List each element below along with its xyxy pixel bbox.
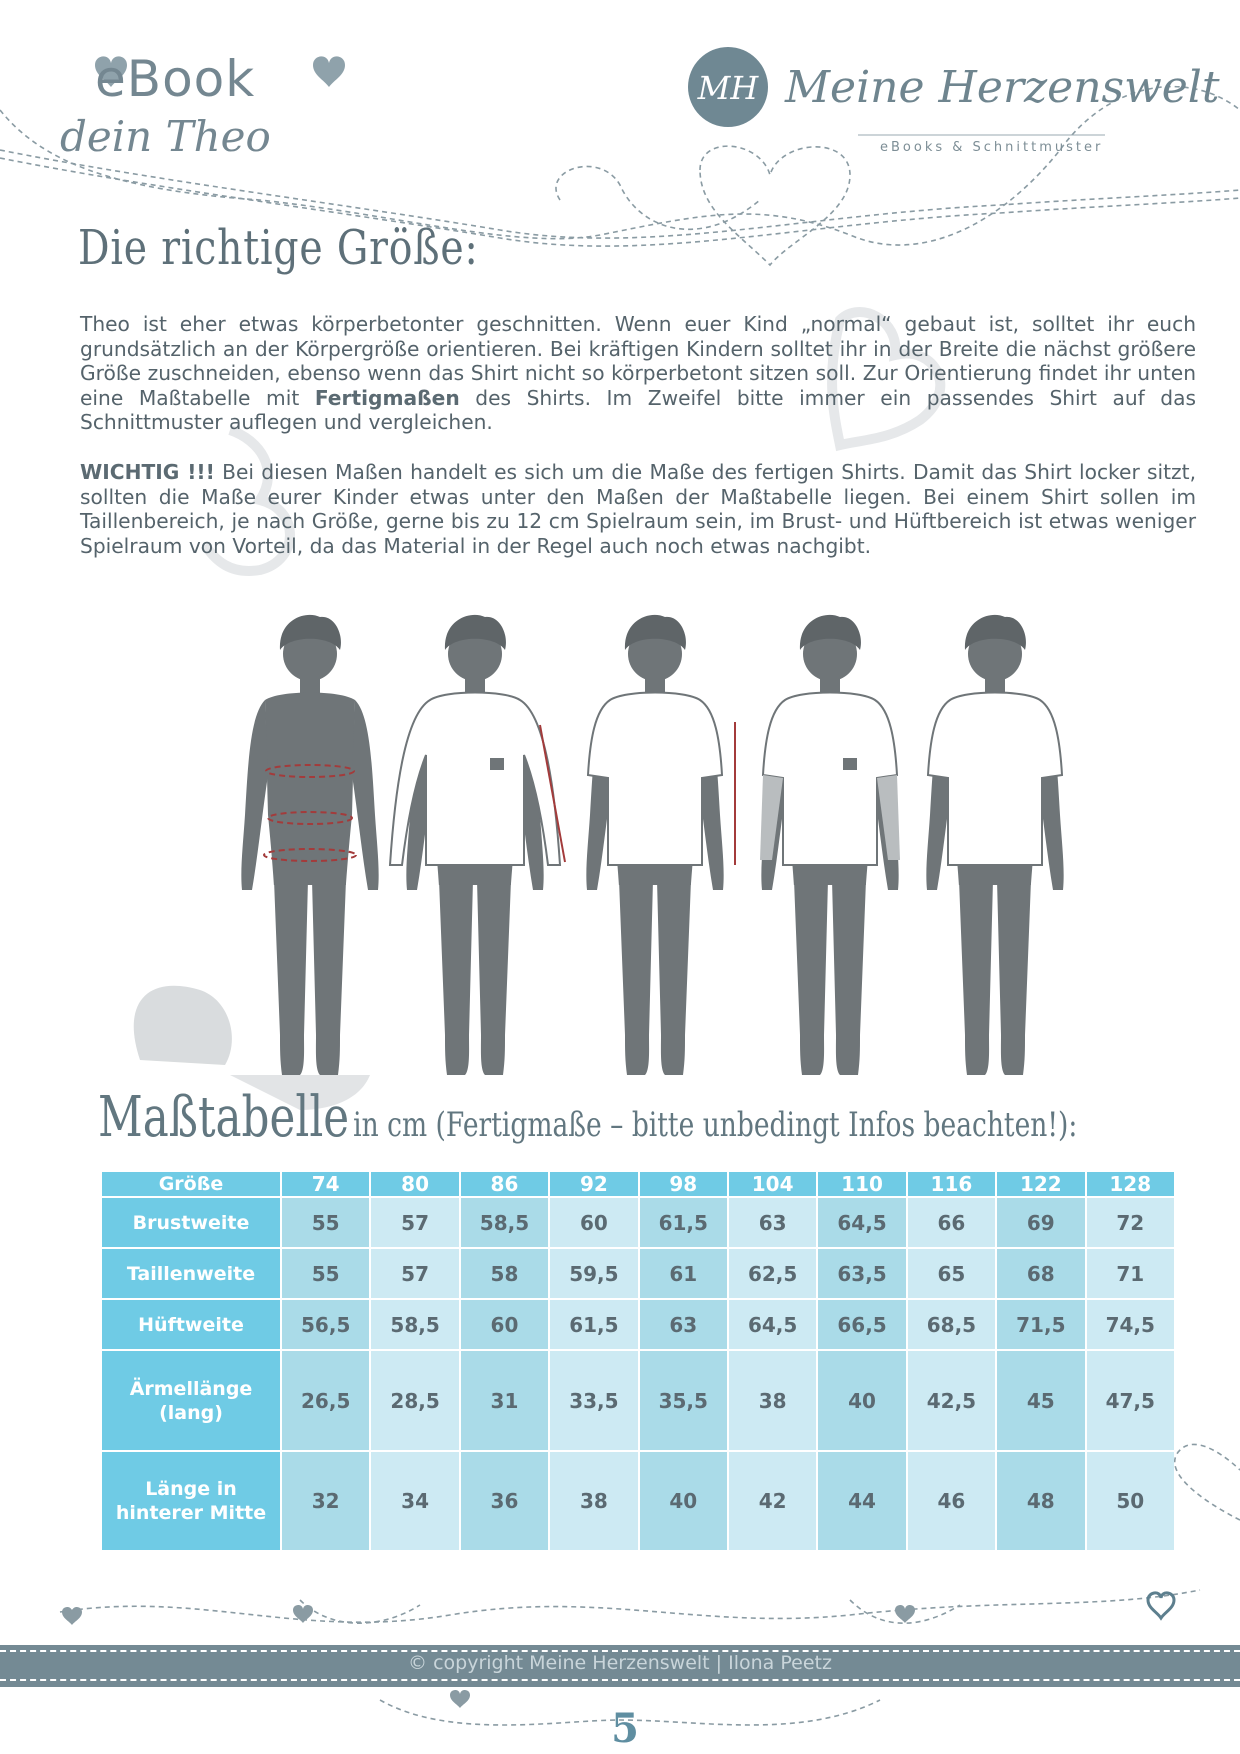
logo-monogram: MH: [697, 69, 759, 107]
table-cell: 63,5: [818, 1249, 905, 1298]
row-label: Hüftweite: [102, 1300, 280, 1349]
size-table-subtitle: in cm (Fertigmaße – bitte unbedingt Infos beachten!):: [353, 1105, 1078, 1145]
table-cell: 58: [461, 1249, 548, 1298]
size-header-cell: 98: [640, 1172, 727, 1196]
figure-basic-tshirt: [926, 615, 1063, 1075]
table-cell: 63: [729, 1198, 816, 1247]
table-cell: 42: [729, 1452, 816, 1550]
brand-name: Meine Herzenswelt: [785, 62, 1220, 113]
table-cell: 44: [818, 1452, 905, 1550]
table-row: [102, 1300, 1174, 1349]
ebook-label: eBook: [95, 50, 256, 108]
table-cell: 57: [371, 1249, 458, 1298]
ebook-subtitle: dein Theo: [60, 112, 271, 161]
intro-text-end: des Shirts. Im Zweifel bitte immer ein passendes Shirt auf das Schnittmuster auflegen und vergleichen.: [80, 385, 1197, 435]
figure-hooded-shirt: [760, 615, 900, 1075]
row-label: Ärmellänge (lang): [102, 1351, 280, 1449]
size-header-cell: 122: [997, 1172, 1084, 1196]
table-cell: 47,5: [1087, 1351, 1174, 1449]
brand-tagline: eBooks & Schnittmuster: [880, 140, 1104, 155]
figure-longsleeve-shirt: [390, 615, 565, 1075]
table-cell: 69: [997, 1198, 1084, 1247]
table-cell: 26,5: [282, 1351, 369, 1449]
footer-stitch-bottom: [0, 1679, 1240, 1681]
table-cell: 40: [640, 1452, 727, 1550]
size-table-title: Maßtabelle: [98, 1085, 350, 1150]
table-cell: 74,5: [1087, 1300, 1174, 1349]
size-header-cell: 104: [729, 1172, 816, 1196]
table-cell: 38: [729, 1351, 816, 1449]
size-header-cell: 86: [461, 1172, 548, 1196]
table-cell: 65: [908, 1249, 995, 1298]
size-header-cell: 128: [1087, 1172, 1174, 1196]
copyright-text: copyright Meine Herzenswelt | Ilona Peetz: [433, 1652, 832, 1674]
size-table: [100, 1170, 1176, 1552]
table-cell: 64,5: [729, 1300, 816, 1349]
table-cell: 58,5: [461, 1198, 548, 1247]
table-cell: 68,5: [908, 1300, 995, 1349]
size-header-cell: 80: [371, 1172, 458, 1196]
table-row: [102, 1351, 1174, 1449]
row-label: Länge in hinterer Mitte: [102, 1452, 280, 1550]
copyright-icon: ©: [408, 1652, 434, 1674]
table-cell: 33,5: [550, 1351, 637, 1449]
page-title: Die richtige Größe:: [78, 220, 479, 276]
table-cell: 61,5: [550, 1300, 637, 1349]
table-cell: 45: [997, 1351, 1084, 1449]
table-cell: 68: [997, 1249, 1084, 1298]
table-cell: 36: [461, 1452, 548, 1550]
table-cell: 62,5: [729, 1249, 816, 1298]
table-cell: 31: [461, 1351, 548, 1449]
table-cell: 48: [997, 1452, 1084, 1550]
table-cell: 57: [371, 1198, 458, 1247]
size-header-cell: 116: [908, 1172, 995, 1196]
row-label: Brustweite: [102, 1198, 280, 1247]
table-row: [102, 1249, 1174, 1298]
table-cell: 66,5: [818, 1300, 905, 1349]
row-label: Taillenweite: [102, 1249, 280, 1298]
table-cell: 60: [550, 1198, 637, 1247]
table-cell: 34: [371, 1452, 458, 1550]
table-cell: 46: [908, 1452, 995, 1550]
table-cell: 60: [461, 1300, 548, 1349]
table-cell: 61,5: [640, 1198, 727, 1247]
table-cell: 66: [908, 1198, 995, 1247]
table-cell: 59,5: [550, 1249, 637, 1298]
table-cell: 38: [550, 1452, 637, 1550]
size-header-cell: 74: [282, 1172, 369, 1196]
table-cell: 58,5: [371, 1300, 458, 1349]
table-cell: 32: [282, 1452, 369, 1550]
table-cell: 72: [1087, 1198, 1174, 1247]
table-cell: 42,5: [908, 1351, 995, 1449]
table-row: [102, 1452, 1174, 1550]
table-cell: 64,5: [818, 1198, 905, 1247]
figure-shortsleeve-henley: [586, 615, 735, 1075]
table-cell: 55: [282, 1198, 369, 1247]
table-cell: 28,5: [371, 1351, 458, 1449]
table-cell: 71,5: [997, 1300, 1084, 1349]
table-cell: 35,5: [640, 1351, 727, 1449]
important-label: WICHTIG !!!: [80, 460, 215, 484]
page-number: 5: [611, 1705, 639, 1752]
table-row: [102, 1198, 1174, 1247]
copyright-notice: [0, 1652, 1240, 1674]
important-text: Bei diesen Maßen handelt es sich um die Maße des fertigen Shirts. Damit das Shirt locker sitzt, sollten die Maße eurer Kinder etwas unter den Maßen der Maßtabelle liegen. Bei einem Shirt sollen im Taillenbereich, je nach Größe, gerne bis zu 12 cm Spielraum sein, im Brust- und Hüftbereich ist etwas weniger Spielraum von Vorteil, da das Material in der Regel auch noch etwas nachgibt.: [80, 460, 1196, 558]
table-cell: 55: [282, 1249, 369, 1298]
size-table-header-row: [102, 1172, 1174, 1196]
size-header-cell: 92: [550, 1172, 637, 1196]
intro-bold-term: Fertigmaßen: [314, 385, 460, 410]
intro-text-start: Theo ist eher etwas körperbetonter geschnitten. Wenn euer Kind „normal“ gebaut ist, solltet ihr euch grundsätzlich an der Körpergröße orientieren. Bei kräftigen Kindern solltet ihr in der Breite die nächst größere Größe zuschneiden, ebenso wenn das Shirt nicht so körperbetont sitzen soll. Zur Orientierung findet ihr unten eine Maßtabelle mit: [80, 312, 1196, 410]
table-cell: 40: [818, 1351, 905, 1449]
table-cell: 71: [1087, 1249, 1174, 1298]
size-header-cell: 110: [818, 1172, 905, 1196]
size-table-heading: [98, 1085, 1077, 1150]
table-cell: 50: [1087, 1452, 1174, 1550]
table-cell: 63: [640, 1300, 727, 1349]
table-cell: 56,5: [282, 1300, 369, 1349]
size-column-header: Größe: [102, 1172, 280, 1196]
table-cell: 61: [640, 1249, 727, 1298]
figure-measure-body: [241, 615, 378, 1075]
